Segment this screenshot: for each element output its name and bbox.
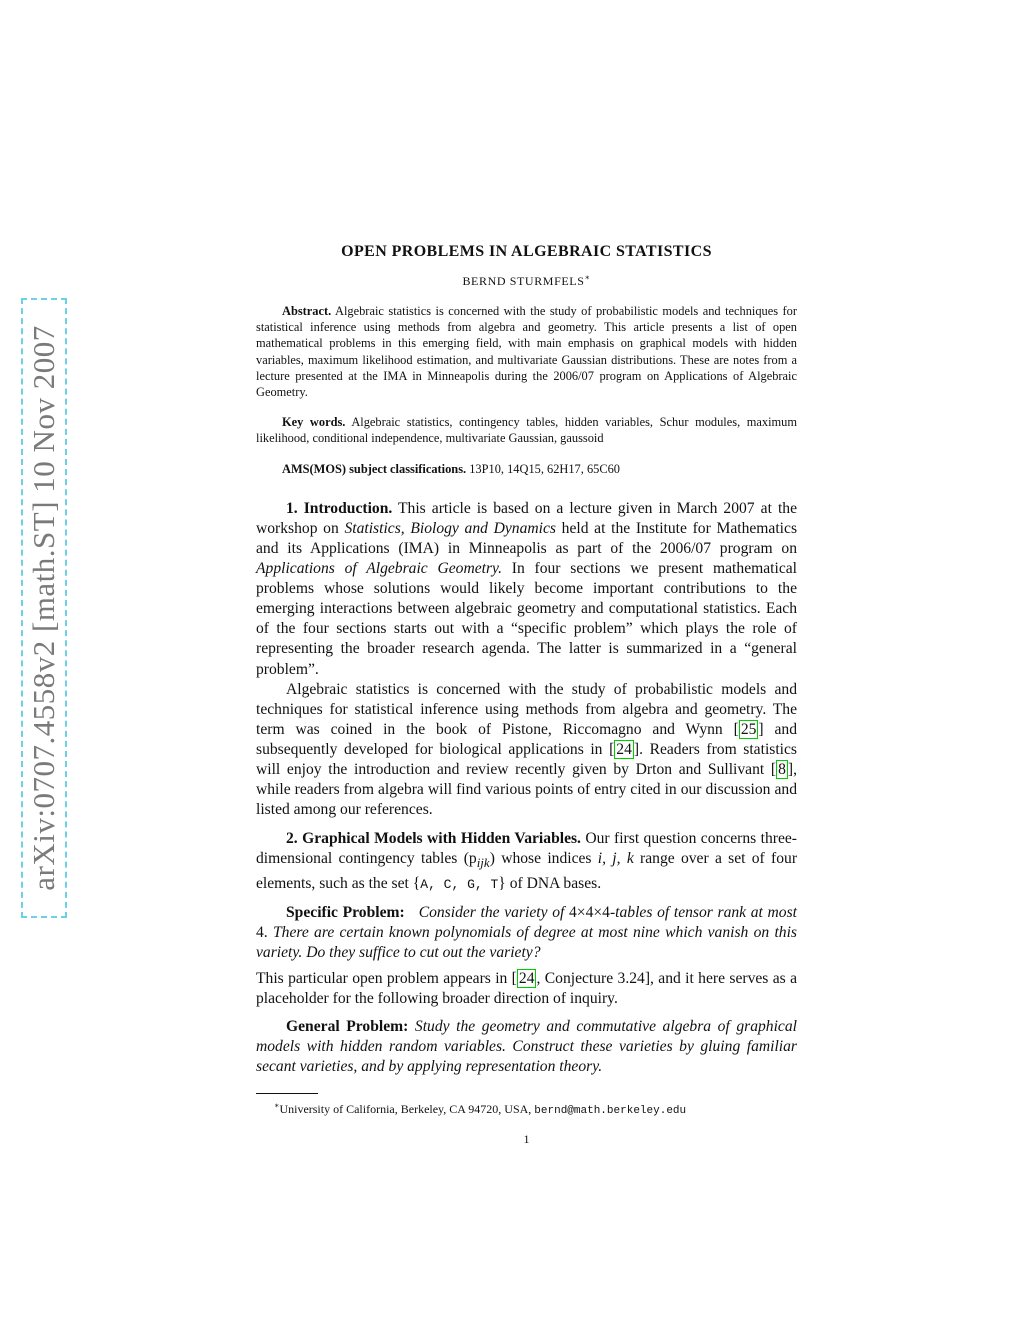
introduction-heading: 1. Introduction. [286,499,393,517]
abstract [256,303,797,400]
citation-link[interactable]: 8 [778,761,786,779]
intro-text-1: This article is based on a lecture given in March 2007 at the workshop on [256,499,797,537]
author-email[interactable]: bernd@math.berkeley.edu [534,1105,687,1118]
keywords-text: Algebraic statistics, contingency tables, hidden variables, Schur modules, maximum likelihood, conditional independence, multivariate Gaussian, gaussoid [256,415,798,446]
ams-codes: 13P10, 14Q15, 62H17, 65C60 [469,461,620,476]
author-name: BERND STURMFELS [462,274,585,288]
para2-text-3: . Readers from statistics will enjoy the introduction and review recently given by Drton and Sullivant [256,740,797,779]
author-footnote-mark: ∗ [584,273,591,282]
paper-page [256,238,797,1147]
intro-text-2: held at the Institute for Mathematics and its Applications (IMA) in Minneapolis as part of the 2006/07 program on [256,519,798,558]
para2-text-4: , while readers from algebra will find various points of entry cited in our discussion and listed among our references. [256,761,797,819]
specific-problem-label: Specific Problem: [286,903,405,921]
ams-classification [256,461,797,477]
general-problem-text: Study the geometry and commutative algebra of graphical models with hidden random variables. Construct these varieties by gluing familiar secant varieties, and by applying representation theory. [256,1018,797,1076]
intro-workshop-name: Statistics, Biology and Dynamics [344,519,556,537]
citation-link[interactable]: 24 [518,970,535,987]
dna-set: {A, C, G, T} [412,874,506,892]
introduction-paragraph [256,499,797,680]
abstract-label: Abstract. [282,304,332,318]
keywords-label: Key words. [282,415,346,430]
math-indices: i, j, k [597,850,634,868]
section2-paragraph [256,829,797,894]
section2-text-4: of DNA bases. [509,874,602,892]
abstract-text: Algebraic statistics is concerned with the study of probabilistic models and techniques for statistical inference using methods from algebra and geometry. This article presents a list of open mathematical problems in this emerging field, with main emphasis on graphical models with hidden variables, maximum likelihood estimation, and multivariate Gaussian distributions. These are notes from a lecture presented at the IMA in Minneapolis during the 2006/07 program on Applications of Algebraic Geometry. [256,304,797,400]
math-p-ijk: $(p_{ijk})$ [463,850,495,871]
general-problem-label: General Problem: [286,1018,409,1036]
section2-text-3: range over a set of four elements, such as the set [256,850,798,892]
para2-text-2: and subsequently developed for biological applications in [256,720,798,758]
section2-heading: 2. Graphical Models with Hidden Variables. [286,830,581,848]
arxiv-sidebar-stamp [21,298,67,918]
ams-label: AMS(MOS) subject classifications. [282,461,467,476]
page-number: 1 [523,1132,530,1147]
footnote-rule [256,1093,318,1094]
intro-text-3: In four sections we present mathematical problems whose solutions would likely become important contributions to the emerging interactions between algebraic geometry and computational statistics. Each of the four sections starts out with a “specific problem” which plays the role of representing the broader research agenda. The latter is summarized in a “general problem”. [256,560,798,678]
particular-problem-paragraph: This particular open problem appears in [ 24 , Conjecture 3.24], and it here serves as a placeholder for the following broader direction of inquiry. [256,970,797,1008]
section2-text-2: whose indices [501,850,592,868]
intro-program-name: Applications of Algebraic Geometry. [256,560,502,578]
citation-link[interactable]: 24 [616,740,632,758]
citation-link[interactable]: 25 [740,720,757,738]
para2-text-1: Algebraic statistics is concerned with the study of probabilistic models and techniques for statistical inference using methods from algebra and geometry. The term was coined in the book of Pistone, Riccomagno and Wynn [256,680,797,738]
specific-problem: Specific Problem: Consider the variety of 4×4×4-tables of tensor rank at most 4. There are certain known polynomials of degree at most nine which vanish on this variety. Do they suffice to cut out the variety? [256,903,798,961]
footnote: ∗University of California, Berkeley, CA 94720, USA, bernd@math.berkeley.edu [274,1101,687,1118]
algebraic-statistics-paragraph: Algebraic statistics is concerned with the study of probabilistic models and techniques for statistical inference using methods from algebra and geometry. The term was coined in the book of Pistone, Riccomagno and Wynn [ 25 ] and subsequently developed for biological applications in [ 24 ]. Readers from statistics will enjoy the introduction and review recently given by Drton and Sullivant [ 8 ], while readers from algebra will find various points of entry cited in our discussion and listed among our references. [256,680,798,819]
paper-author [256,273,797,289]
general-problem [256,1017,797,1077]
footnote-affiliation: University of California, Berkeley, CA 94720, USA, [279,1102,532,1117]
arxiv-identifier: arXiv:0707.4558v2 [math.ST] 10 Nov 2007 [26,325,61,891]
paper-title: OPEN PROBLEMS IN ALGEBRAIC STATISTICS [341,243,712,260]
keywords [256,414,797,446]
section2-text-1: Our first question concerns three-dimensional contingency tables [256,830,797,868]
